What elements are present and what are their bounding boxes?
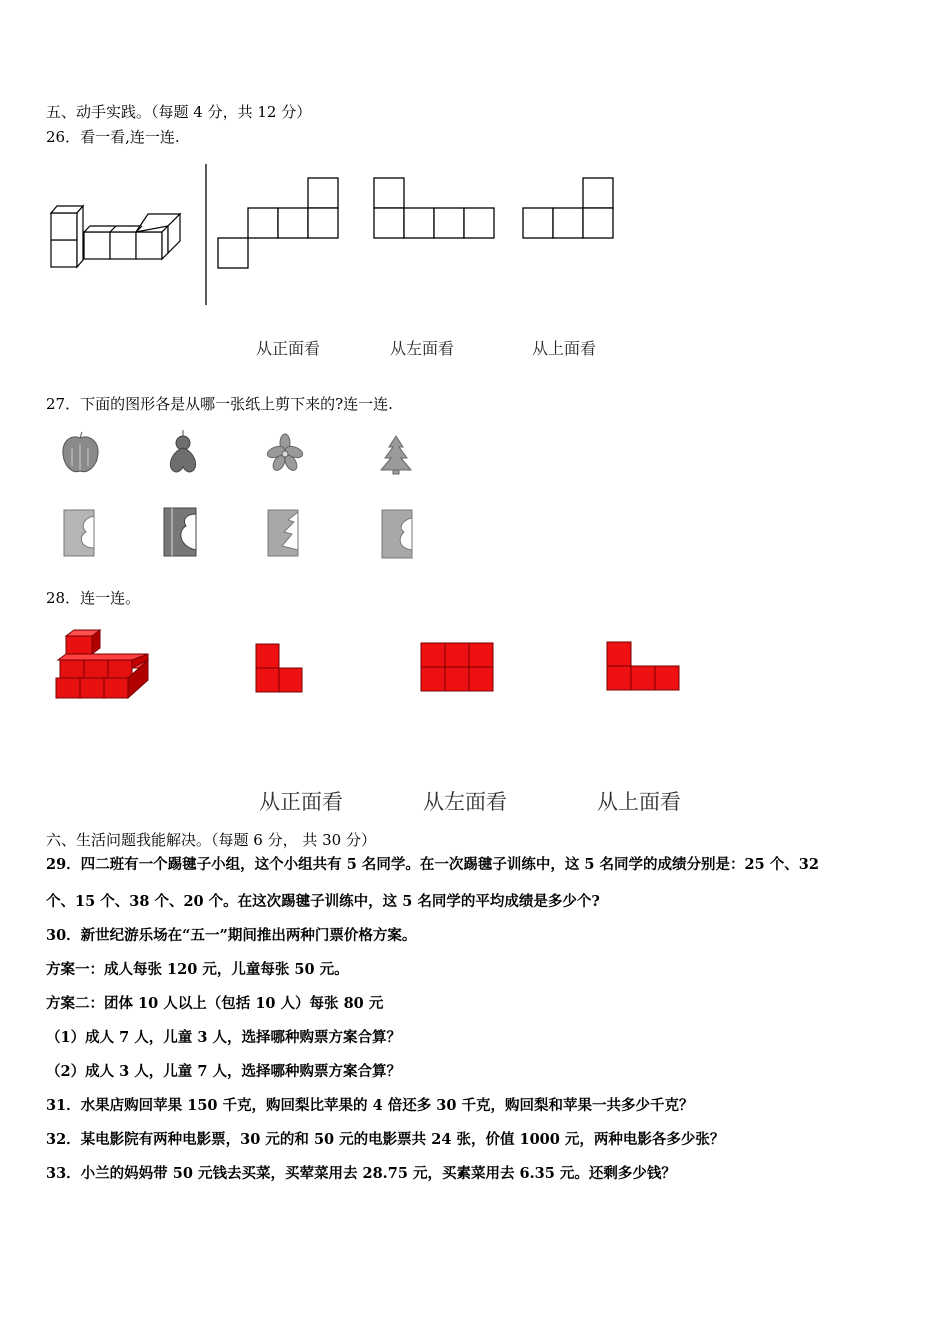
q30-text: 30．新世纪游乐场在“五一”期间推出两种门票价格方案。 xyxy=(46,927,417,944)
q30-sub2: （2）成人 3 人，儿童 7 人，选择哪种购票方案合算？ xyxy=(46,1063,401,1080)
q26-label-left: 从左面看 xyxy=(390,339,455,358)
flower-shape xyxy=(266,434,304,472)
q31-text: 31．水果店购回苹果 150 千克，购回梨比苹果的 4 倍还多 30 千克，购回梨和苹果一共多少千克？ xyxy=(46,1097,694,1114)
folded-paper-2 xyxy=(164,508,196,556)
q29-line2: 个、15 个、38 个、20 个。在这次踢毽子训练中，这 5 名同学的平均成绩是多少个? xyxy=(46,893,600,910)
tree-shape xyxy=(381,436,411,474)
q26-label-top: 从上面看 xyxy=(532,339,597,358)
q29-line1: 29．四二班有一个踢毽子小组，这个小组共有 5 名同学。在一次踢毽子训练中，这 5 名同学的成绩分别是：25 个、32 xyxy=(46,856,819,873)
q28-view-1 xyxy=(256,644,302,692)
q27-text: 27．下面的图形各是从哪一张纸上剪下来的?连一连. xyxy=(46,395,393,413)
q26-view-1 xyxy=(218,178,338,268)
q26-label-front: 从正面看 xyxy=(256,339,321,358)
q32-text: 32．某电影院有两种电影票，30 元的和 50 元的电影票共 24 张，价值 1000 元，两种电影各多少张？ xyxy=(46,1131,725,1148)
q28-label-top: 从上面看 xyxy=(597,790,681,814)
q30-plan2: 方案二：团体 10 人以上（包括 10 人）每张 80 元 xyxy=(46,995,384,1012)
gourd-shape xyxy=(170,430,195,472)
q28-label-left: 从左面看 xyxy=(423,790,507,814)
apple-shape xyxy=(63,432,98,472)
q28-text: 28．连一连。 xyxy=(46,589,141,607)
q28-3d-figure xyxy=(56,630,148,698)
folded-paper-4 xyxy=(382,510,412,558)
folded-paper-1 xyxy=(64,510,94,556)
section5-header: 五、动手实践。（每题 4 分，共 12 分） xyxy=(46,103,312,121)
q30-sub1: （1）成人 7 人，儿童 3 人，选择哪种购票方案合算？ xyxy=(46,1029,401,1046)
q30-plan1: 方案一：成人每张 120 元，儿童每张 50 元。 xyxy=(46,961,349,978)
q26-view-3 xyxy=(523,178,613,238)
q28-view-3 xyxy=(607,642,679,690)
folded-paper-3 xyxy=(268,510,298,556)
q28-label-front: 从正面看 xyxy=(259,790,343,814)
q33-text: 33．小兰的妈妈带 50 元钱去买菜，买荤菜用去 28.75 元，买素菜用去 6.35 元。还剩多少钱？ xyxy=(46,1165,676,1182)
q26-text: 26．看一看,连一连. xyxy=(46,128,180,146)
q26-view-2 xyxy=(374,178,494,238)
q28-view-2 xyxy=(421,643,493,691)
q26-3d-figure xyxy=(51,206,180,267)
section6-header: 六、生活问题我能解决。（每题 6 分， 共 30 分） xyxy=(46,831,376,849)
